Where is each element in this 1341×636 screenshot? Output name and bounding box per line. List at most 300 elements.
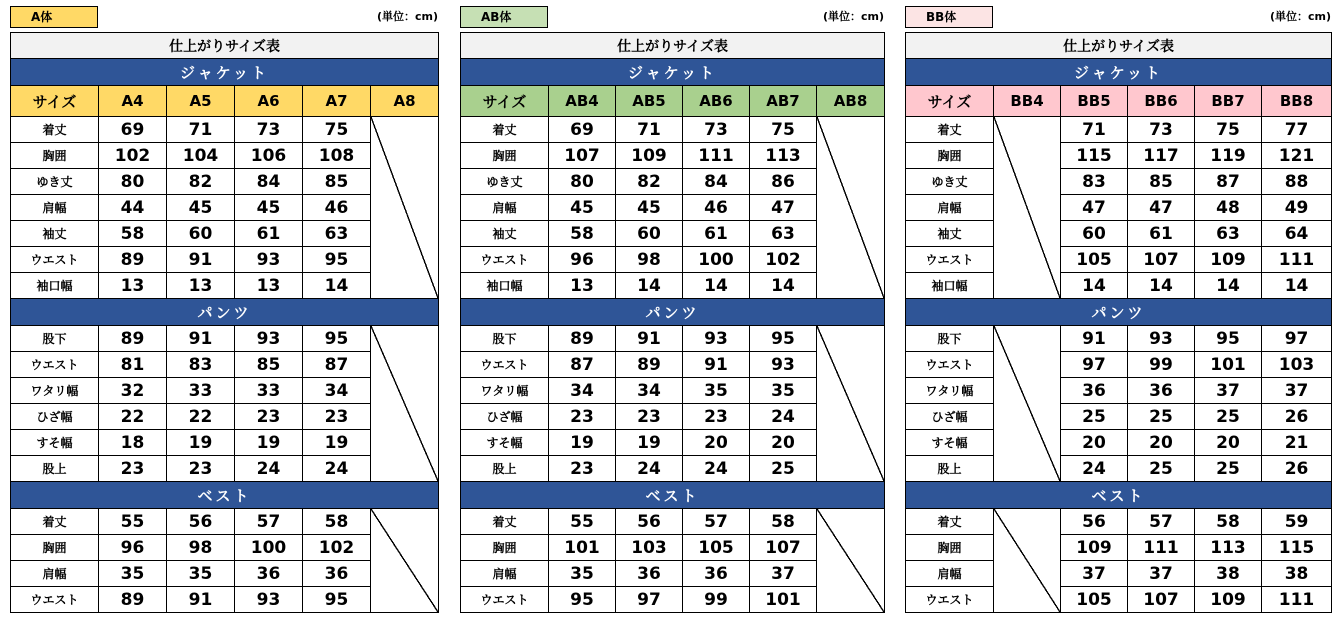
size-header-row [461,86,885,117]
value-cell: 14 [750,273,817,299]
table-row [906,169,1332,195]
value-cell: 98 [616,247,683,273]
value-cell: 47 [750,195,817,221]
value-cell: 80 [99,169,167,195]
section-header-row [461,299,885,326]
measure-label: ワタリ幅 [461,378,549,404]
value-cell: 87 [303,352,371,378]
measure-label: ウエスト [906,352,994,378]
table-row [906,143,1332,169]
table-row [906,561,1332,587]
size-header-bb7: BB7 [1195,86,1262,117]
value-cell: 80 [549,169,616,195]
measure-label: 胸囲 [11,535,99,561]
section-header-row [906,482,1332,509]
value-cell: 47 [1061,195,1128,221]
value-cell: 23 [683,404,750,430]
value-cell: 56 [167,509,235,535]
value-cell: 55 [99,509,167,535]
size-label: サイズ [11,86,99,117]
measure-label: 着丈 [11,509,99,535]
unavailable-size-cell [371,509,439,613]
value-cell: 96 [99,535,167,561]
value-cell: 58 [549,221,616,247]
measure-label: 肩幅 [11,561,99,587]
value-cell: 45 [549,195,616,221]
value-cell: 111 [1262,247,1332,273]
value-cell: 23 [167,456,235,482]
value-cell: 97 [616,587,683,613]
value-cell: 36 [683,561,750,587]
size-header-row [11,86,439,117]
value-cell: 102 [99,143,167,169]
value-cell: 37 [1195,378,1262,404]
value-cell: 19 [616,430,683,456]
measure-label: 股上 [461,456,549,482]
measure-label: ゆき丈 [461,169,549,195]
value-cell: 103 [1262,352,1332,378]
size-header-ab5: AB5 [616,86,683,117]
table-title: 仕上がりサイズ表 [461,33,885,59]
value-cell: 71 [616,117,683,143]
value-cell: 113 [1195,535,1262,561]
value-cell: 35 [683,378,750,404]
measure-label: ひざ幅 [906,404,994,430]
title-row [11,33,439,59]
value-cell: 23 [549,404,616,430]
section-header-row [461,59,885,86]
value-cell: 26 [1262,456,1332,482]
value-cell: 99 [1128,352,1195,378]
value-cell: 20 [750,430,817,456]
measure-label: 着丈 [906,117,994,143]
section-title: ベスト [11,482,439,509]
table-row [906,273,1332,299]
value-cell: 84 [683,169,750,195]
measure-label: 袖口幅 [906,273,994,299]
measure-label: ワタリ幅 [906,378,994,404]
value-cell: 58 [99,221,167,247]
value-cell: 58 [750,509,817,535]
table-row [906,535,1332,561]
unavailable-size-cell [994,326,1061,482]
value-cell: 117 [1128,143,1195,169]
value-cell: 109 [616,143,683,169]
size-header-a8: A8 [371,86,439,117]
value-cell: 111 [1262,587,1332,613]
measure-label: ゆき丈 [11,169,99,195]
table-row [906,456,1332,482]
value-cell: 84 [235,169,303,195]
value-cell: 64 [1262,221,1332,247]
value-cell: 103 [616,535,683,561]
value-cell: 75 [303,117,371,143]
value-cell: 25 [1128,404,1195,430]
table-row [906,378,1332,404]
value-cell: 63 [1195,221,1262,247]
measure-label: 股下 [461,326,549,352]
measure-label: ウエスト [906,587,994,613]
value-cell: 34 [549,378,616,404]
measure-label: 着丈 [906,509,994,535]
title-row [906,33,1332,59]
value-cell: 77 [1262,117,1332,143]
value-cell: 25 [1195,404,1262,430]
table-row [461,326,885,352]
section-title: ジャケット [906,59,1332,86]
value-cell: 91 [167,247,235,273]
value-cell: 24 [616,456,683,482]
measure-label: 股下 [11,326,99,352]
value-cell: 13 [549,273,616,299]
measure-label: 胸囲 [11,143,99,169]
value-cell: 19 [549,430,616,456]
value-cell: 37 [1262,378,1332,404]
measure-label: 胸囲 [461,143,549,169]
value-cell: 23 [303,404,371,430]
value-cell: 111 [1128,535,1195,561]
unavailable-size-cell [371,326,439,482]
value-cell: 38 [1262,561,1332,587]
value-cell: 60 [167,221,235,247]
value-cell: 89 [616,352,683,378]
size-header-bb8: BB8 [1262,86,1332,117]
value-cell: 36 [235,561,303,587]
value-cell: 95 [1195,326,1262,352]
value-cell: 109 [1061,535,1128,561]
value-cell: 35 [167,561,235,587]
unavailable-size-cell [994,117,1061,299]
value-cell: 115 [1061,143,1128,169]
value-cell: 45 [167,195,235,221]
value-cell: 109 [1195,587,1262,613]
value-cell: 89 [99,247,167,273]
measure-label: すそ幅 [461,430,549,456]
value-cell: 36 [303,561,371,587]
section-header-row [906,299,1332,326]
size-header-ab8: AB8 [817,86,885,117]
value-cell: 23 [549,456,616,482]
value-cell: 85 [235,352,303,378]
measure-label: 袖口幅 [461,273,549,299]
section-title: パンツ [11,299,439,326]
value-cell: 109 [1195,247,1262,273]
unavailable-size-cell [817,509,885,613]
measure-label: ウエスト [906,247,994,273]
value-cell: 20 [1128,430,1195,456]
value-cell: 60 [616,221,683,247]
size-header-a5: A5 [167,86,235,117]
measure-label: ウエスト [11,247,99,273]
value-cell: 75 [750,117,817,143]
value-cell: 45 [235,195,303,221]
measure-label: 胸囲 [906,143,994,169]
section-title: ジャケット [11,59,439,86]
measure-label: ウエスト [11,352,99,378]
value-cell: 93 [235,587,303,613]
value-cell: 111 [683,143,750,169]
table-title: 仕上がりサイズ表 [906,33,1332,59]
size-header-a6: A6 [235,86,303,117]
value-cell: 71 [167,117,235,143]
value-cell: 95 [549,587,616,613]
table-row [906,221,1332,247]
measure-label: ウエスト [461,352,549,378]
value-cell: 25 [1061,404,1128,430]
size-header-bb6: BB6 [1128,86,1195,117]
table-row [461,509,885,535]
value-cell: 73 [1128,117,1195,143]
table-row [461,117,885,143]
value-cell: 107 [750,535,817,561]
size-header-ab6: AB6 [683,86,750,117]
section-header-row [906,59,1332,86]
value-cell: 57 [683,509,750,535]
value-cell: 24 [1061,456,1128,482]
value-cell: 61 [1128,221,1195,247]
value-cell: 104 [167,143,235,169]
value-cell: 93 [1128,326,1195,352]
value-cell: 101 [750,587,817,613]
value-cell: 46 [683,195,750,221]
value-cell: 36 [616,561,683,587]
value-cell: 57 [1128,509,1195,535]
measure-label: 胸囲 [461,535,549,561]
value-cell: 32 [99,378,167,404]
value-cell: 82 [167,169,235,195]
value-cell: 36 [1128,378,1195,404]
value-cell: 85 [1128,169,1195,195]
value-cell: 23 [616,404,683,430]
value-cell: 69 [549,117,616,143]
value-cell: 89 [99,587,167,613]
size-table [905,32,1332,613]
value-cell: 86 [750,169,817,195]
size-header-ab4: AB4 [549,86,616,117]
value-cell: 102 [303,535,371,561]
body-type-tag: BB体 [905,6,993,28]
value-cell: 20 [1061,430,1128,456]
size-header-ab7: AB7 [750,86,817,117]
value-cell: 49 [1262,195,1332,221]
value-cell: 101 [1195,352,1262,378]
value-cell: 71 [1061,117,1128,143]
value-cell: 98 [167,535,235,561]
measure-label: 胸囲 [906,535,994,561]
value-cell: 106 [235,143,303,169]
measure-label: ウエスト [461,247,549,273]
value-cell: 58 [1195,509,1262,535]
value-cell: 19 [167,430,235,456]
table-row [906,352,1332,378]
value-cell: 85 [303,169,371,195]
size-header-a7: A7 [303,86,371,117]
value-cell: 24 [235,456,303,482]
table-row [11,509,439,535]
value-cell: 22 [167,404,235,430]
measure-label: 肩幅 [461,195,549,221]
value-cell: 95 [303,326,371,352]
value-cell: 34 [616,378,683,404]
measure-label: 股上 [11,456,99,482]
size-label: サイズ [461,86,549,117]
value-cell: 35 [549,561,616,587]
value-cell: 20 [683,430,750,456]
value-cell: 13 [167,273,235,299]
measure-label: 着丈 [461,117,549,143]
value-cell: 97 [1262,326,1332,352]
table-row [11,117,439,143]
value-cell: 25 [1128,456,1195,482]
body-type-tag: AB体 [460,6,548,28]
value-cell: 93 [235,247,303,273]
table-row [906,195,1332,221]
value-cell: 69 [99,117,167,143]
value-cell: 61 [683,221,750,247]
measure-label: 袖丈 [906,221,994,247]
size-header-row [906,86,1332,117]
value-cell: 91 [167,326,235,352]
section-title: パンツ [461,299,885,326]
table-row [906,587,1332,613]
value-cell: 14 [683,273,750,299]
body-type-tag: A体 [10,6,98,28]
value-cell: 22 [99,404,167,430]
value-cell: 21 [1262,430,1332,456]
value-cell: 82 [616,169,683,195]
value-cell: 14 [1195,273,1262,299]
value-cell: 121 [1262,143,1332,169]
measure-label: 着丈 [11,117,99,143]
value-cell: 100 [683,247,750,273]
value-cell: 34 [303,378,371,404]
measure-label: 肩幅 [461,561,549,587]
value-cell: 23 [235,404,303,430]
value-cell: 99 [683,587,750,613]
value-cell: 14 [303,273,371,299]
value-cell: 93 [750,352,817,378]
measure-label: 袖丈 [461,221,549,247]
value-cell: 19 [303,430,371,456]
value-cell: 87 [1195,169,1262,195]
size-label: サイズ [906,86,994,117]
value-cell: 100 [235,535,303,561]
value-cell: 24 [683,456,750,482]
section-title: ジャケット [461,59,885,86]
size-header-a4: A4 [99,86,167,117]
value-cell: 23 [99,456,167,482]
table-row [11,326,439,352]
value-cell: 18 [99,430,167,456]
size-table [10,32,439,613]
section-title: パンツ [906,299,1332,326]
value-cell: 107 [1128,247,1195,273]
table-row [906,326,1332,352]
value-cell: 73 [235,117,303,143]
measure-label: 股下 [906,326,994,352]
value-cell: 73 [683,117,750,143]
unavailable-size-cell [817,326,885,482]
section-header-row [11,299,439,326]
value-cell: 47 [1128,195,1195,221]
value-cell: 102 [750,247,817,273]
value-cell: 37 [1061,561,1128,587]
value-cell: 58 [303,509,371,535]
value-cell: 33 [235,378,303,404]
value-cell: 93 [235,326,303,352]
value-cell: 115 [1262,535,1332,561]
value-cell: 63 [303,221,371,247]
value-cell: 37 [750,561,817,587]
measure-label: ひざ幅 [11,404,99,430]
value-cell: 35 [99,561,167,587]
value-cell: 107 [1128,587,1195,613]
value-cell: 55 [549,509,616,535]
measure-label: 袖丈 [11,221,99,247]
value-cell: 105 [1061,247,1128,273]
value-cell: 107 [549,143,616,169]
measure-label: ゆき丈 [906,169,994,195]
unavailable-size-cell [994,509,1061,613]
measure-label: 肩幅 [906,195,994,221]
value-cell: 24 [303,456,371,482]
unavailable-size-cell [817,117,885,299]
unit-label: (単位：cm) [1269,10,1331,23]
value-cell: 108 [303,143,371,169]
measure-label: すそ幅 [906,430,994,456]
value-cell: 88 [1262,169,1332,195]
value-cell: 59 [1262,509,1332,535]
value-cell: 46 [303,195,371,221]
title-row [461,33,885,59]
value-cell: 61 [235,221,303,247]
value-cell: 63 [750,221,817,247]
value-cell: 38 [1195,561,1262,587]
table-title: 仕上がりサイズ表 [11,33,439,59]
section-title: ベスト [906,482,1332,509]
measure-label: すそ幅 [11,430,99,456]
value-cell: 37 [1128,561,1195,587]
value-cell: 25 [750,456,817,482]
table-row [906,117,1332,143]
value-cell: 36 [1061,378,1128,404]
value-cell: 91 [1061,326,1128,352]
value-cell: 96 [549,247,616,273]
measure-label: 着丈 [461,509,549,535]
measure-label: 袖口幅 [11,273,99,299]
value-cell: 95 [750,326,817,352]
value-cell: 105 [1061,587,1128,613]
section-header-row [461,482,885,509]
value-cell: 24 [750,404,817,430]
value-cell: 13 [235,273,303,299]
section-header-row [11,482,439,509]
section-header-row [11,59,439,86]
value-cell: 75 [1195,117,1262,143]
unit-label: (単位：cm) [376,10,438,23]
value-cell: 56 [1061,509,1128,535]
section-title: ベスト [461,482,885,509]
table-row [906,247,1332,273]
size-header-bb4: BB4 [994,86,1061,117]
size-table [460,32,885,613]
value-cell: 83 [167,352,235,378]
value-cell: 26 [1262,404,1332,430]
value-cell: 95 [303,587,371,613]
value-cell: 95 [303,247,371,273]
value-cell: 87 [549,352,616,378]
value-cell: 25 [1195,456,1262,482]
